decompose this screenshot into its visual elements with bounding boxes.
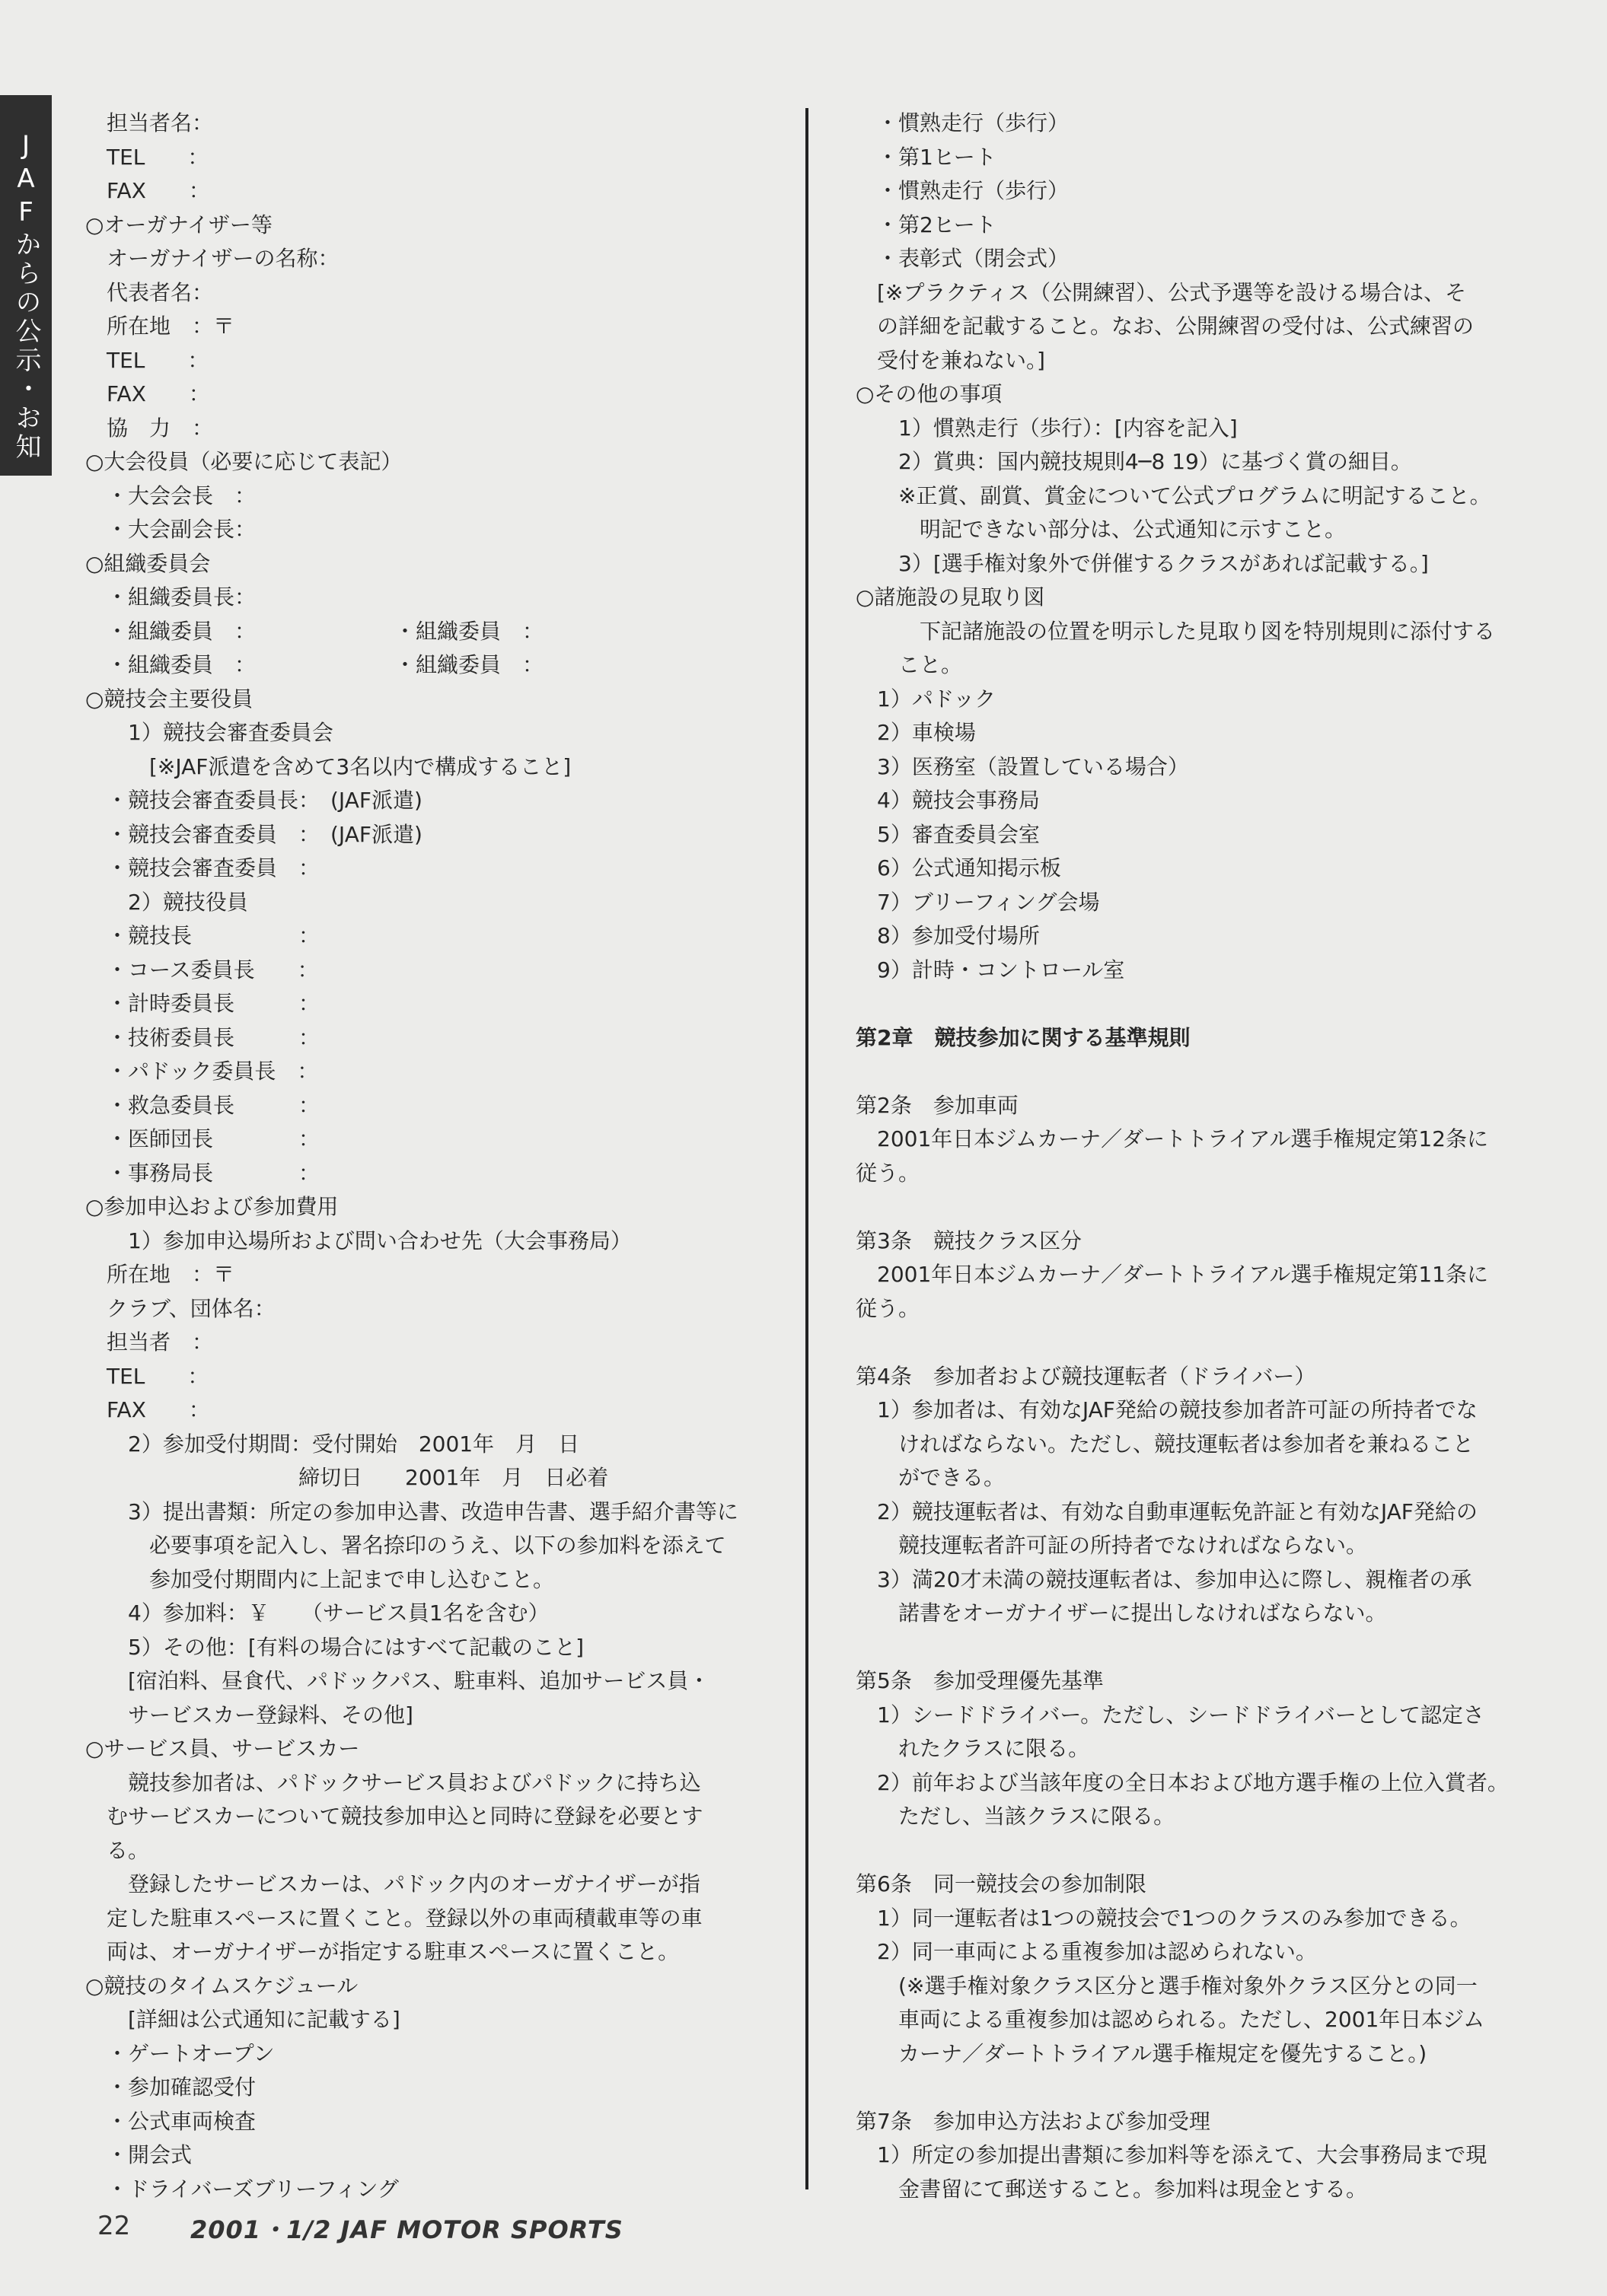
text-line: ができる。 [856,1465,1006,1490]
text-line: ・公式車両検査 [85,2108,257,2134]
blank-line [856,1631,1535,1665]
text-line: 2）競技運転者は、有効な自動車運転免許証と有効なJAF発給の [856,1498,1478,1524]
text-line: FAX ： [85,1397,210,1422]
text-line: 諾書をオーガナイザーに提出しなければならない。 [856,1600,1387,1626]
text-line: 登録したサービスカーは、パドック内のオーガナイザーが指 [85,1871,700,1896]
text-line: 1）参加者は、有効なJAF発給の競技参加者許可証の所持者でな [856,1397,1478,1422]
text-line: 8）参加受付場所 [856,923,1040,948]
left-column [85,107,778,2206]
text-line: FAX ： [85,381,210,406]
text-line: 必要事項を記入し、署名捺印のうえ、以下の参加料を添えて [85,1533,726,1558]
text-line: ければならない。ただし、競技運転者は参加者を兼ねること [856,1431,1475,1457]
text-line: ・組織委員長： [85,584,257,610]
text-line: ・技術委員長 ： [85,1024,320,1050]
text-line: 1）同一運転者は1つの競技会で1つのクラスのみ参加できる。 [856,1905,1471,1931]
text-line: 所在地 ：〒 [85,1262,235,1287]
text-line: 2）車検場 [856,720,976,745]
text-line: 代表者名： [85,279,214,305]
text-line: 協 力 ： [85,415,214,441]
text-line: 第3条 競技クラス区分 [856,1228,1082,1253]
text-line: 定した駐車スペースに置くこと。登録以外の車両積載車等の車 [85,1905,703,1931]
text-line: [詳細は公式通知に記載する] [85,2007,400,2032]
text-line: 1）参加申込場所および問い合わせ先（大会事務局） [85,1228,632,1253]
text-line: ・救急委員長 ： [85,1092,320,1118]
text-line: 4）参加料：￥ （サービス員1名を含む） [85,1600,550,1626]
text-line: ・ドライバーズブリーフィング [85,2176,399,2202]
text-line: ・競技会審査委員 ： [85,855,320,881]
text-line: 金書留にて郵送すること。参加料は現金とする。 [856,2176,1368,2202]
text-line: ○組織委員会 [85,550,211,576]
text-line: ・事務局長 ： [85,1160,320,1186]
text-line: TEL ： [85,347,209,373]
text-line: 2）参加受付期間：受付開始 2001年 月 日 [85,1431,580,1457]
text-line: 所在地 ：〒 [85,314,235,339]
text-line: オーガナイザーの名称： [85,246,340,271]
text-line: ・第2ヒート [856,212,996,237]
text-line: 2001年日本ジムカーナ／ダートトライアル選手権規定第11条に [856,1262,1488,1287]
text-line: ・表彰式（閉会式） [856,246,1070,271]
text-line: ・組織委員 ： ・組織委員 ： [85,652,544,677]
text-line: 2）前年および当該年度の全日本および地方選手権の上位入賞者。 [856,1769,1509,1795]
text-line: 第4条 参加者および競技運転者（ドライバー） [856,1363,1316,1389]
text-line: サービスカー登録料、その他] [85,1702,413,1728]
text-line: 第2章 競技参加に関する基準規則 [856,1024,1191,1050]
text-line: 第6条 同一競技会の参加制限 [856,1871,1146,1896]
text-line: 7）ブリーフィング会場 [856,889,1100,915]
right-column [856,107,1535,2206]
text-line: 締切日 2001年 月 日必着 [85,1465,609,1490]
text-line: 1）所定の参加提出書類に参加料等を添えて、大会事務局まで現 [856,2142,1487,2167]
text-line: ・開会式 [85,2142,193,2167]
text-line: ・医師団長 ： [85,1126,320,1151]
text-line: [※JAF派遣を含めて3名以内で構成すること] [85,753,572,779]
section-side-tab: JAFからの公示・お知 [0,95,52,476]
text-line: 9）計時・コントロール室 [856,957,1125,982]
text-line: 第2条 参加車両 [856,1092,1019,1118]
magazine-title: 2001・1/2 JAF MOTOR SPORTS [190,2215,623,2244]
text-line: ・大会会長 ： [85,482,257,508]
text-line: 下記諸施設の位置を明示した見取り図を特別規則に添付する [856,618,1496,644]
text-line: 第5条 参加受理優先基準 [856,1668,1104,1693]
text-line: ○その他の事項 [856,381,1003,406]
text-line: 1）競技会審査委員会 [85,720,333,745]
text-line: ・ゲートオープン [85,2040,275,2066]
text-line: むサービスカーについて競技参加申込と同時に登録を必要とす [85,1804,703,1829]
text-line: ※正賞、副賞、賞金について公式プログラムに明記すること。 [856,482,1491,508]
text-line: の詳細を記載すること。なお、公開練習の受付は、公式練習の [856,314,1475,339]
blank-line [856,1326,1535,1360]
text-line: 3）満20才未満の競技運転者は、参加申込に際し、親権者の承 [856,1566,1472,1592]
text-line: 3）医務室（設置している場合） [856,753,1189,779]
text-line: 1）パドック [856,686,996,712]
text-line: 2）賞典：国内競技規則4─8 19）に基づく賞の細目。 [856,449,1412,474]
blank-line [856,1834,1535,1868]
text-line: 車両による重複参加は認められる。ただし、2001年日本ジム [856,2007,1485,2032]
text-line: 第7条 参加申込方法および参加受理 [856,2108,1210,2134]
text-line: TEL ： [85,144,209,170]
text-line: ○諸施設の見取り図 [856,584,1045,610]
page-number: 22 [97,2211,131,2241]
blank-line [856,1190,1535,1224]
text-line: 1）慣熟走行（歩行）：[内容を記入] [856,415,1238,441]
text-line: ○参加申込および参加費用 [85,1194,339,1219]
text-line: 3）[選手権対象外で併催するクラスがあれば記載する。] [856,550,1429,576]
text-line: ・慣熟走行（歩行） [856,110,1070,135]
text-line: 6）公式通知掲示板 [856,855,1061,881]
text-line: カーナ／ダートトライアル選手権規定を優先すること。) [856,2040,1427,2066]
text-line: 従う。 [856,1160,920,1186]
text-line: 3）提出書類：所定の参加申込書、改造申告書、選手紹介書等に [85,1498,738,1524]
text-line: ・計時委員長 ： [85,991,320,1016]
text-line: 担当者 ： [85,1330,214,1355]
text-line: (※選手権対象クラス区分と選手権対象外クラス区分との同一 [856,1973,1478,1998]
text-line: 競技運転者許可証の所持者でなければならない。 [856,1533,1368,1558]
text-line: ○競技会主要役員 [85,686,253,712]
text-line: ○競技のタイムスケジュール [85,1973,359,1998]
text-line: ○大会役員（必要に応じて表記） [85,449,403,474]
text-line: こと。 [856,652,963,677]
text-line: 競技参加者は、パドックサービス員およびパドックに持ち込 [85,1769,701,1795]
text-line: 1）シードドライバー。ただし、シードドライバーとして認定さ [856,1702,1484,1728]
text-line: 担当者名： [85,110,214,135]
text-line: ・コース委員長 ： [85,957,319,982]
text-line: 2）同一車両による重複参加は認められない。 [856,1939,1317,1964]
text-line: 両は、オーガナイザーが指定する駐車スペースに置くこと。 [85,1939,680,1964]
text-line: ・組織委員 ： ・組織委員 ： [85,618,544,644]
text-line: ・参加確認受付 [85,2075,257,2100]
text-line: 受付を兼ねない。] [856,347,1045,373]
column-divider [805,108,808,2189]
text-line: 従う。 [856,1295,920,1321]
text-line: クラブ、団体名： [85,1295,276,1321]
text-line: ・競技長 ： [85,923,320,948]
text-line: ○サービス員、サービスカー [85,1736,360,1761]
text-line: ・競技会審査委員 ： (JAF派遣) [85,821,422,847]
text-line: る。 [85,1837,150,1863]
blank-line [856,987,1535,1021]
text-line: 5）審査委員会室 [856,821,1040,847]
text-line: 4）競技会事務局 [856,788,1040,813]
text-line: ・第1ヒート [856,144,996,170]
text-line: [※プラクティス（公開練習）、公式予選等を設ける場合は、そ [856,279,1467,305]
blank-line [856,2071,1535,2105]
text-line: TEL ： [85,1363,209,1389]
text-line: 2）競技役員 [85,889,248,915]
text-line: ・パドック委員長 ： [85,1059,319,1084]
text-line: れたクラスに限る。 [856,1736,1090,1761]
text-line: 参加受付期間内に上記まで申し込むこと。 [85,1566,555,1592]
text-line: ただし、当該クラスに限る。 [856,1804,1175,1829]
text-line: ・大会副会長： [85,517,257,542]
text-line: FAX ： [85,178,210,203]
text-line: 2001年日本ジムカーナ／ダートトライアル選手権規定第12条に [856,1126,1488,1151]
text-line: 明記できない部分は、公式通知に示すこと。 [856,517,1347,542]
text-line: ・慣熟走行（歩行） [856,178,1070,203]
blank-line [856,1055,1535,1089]
text-line: ○オーガナイザー等 [85,212,273,237]
text-line: ・競技会審査委員長： (JAF派遣) [85,788,422,813]
text-line: 5）その他：[有料の場合にはすべて記載のこと] [85,1634,585,1660]
text-line: [宿泊料、昼食代、パドックパス、駐車料、追加サービス員・ [85,1668,710,1693]
